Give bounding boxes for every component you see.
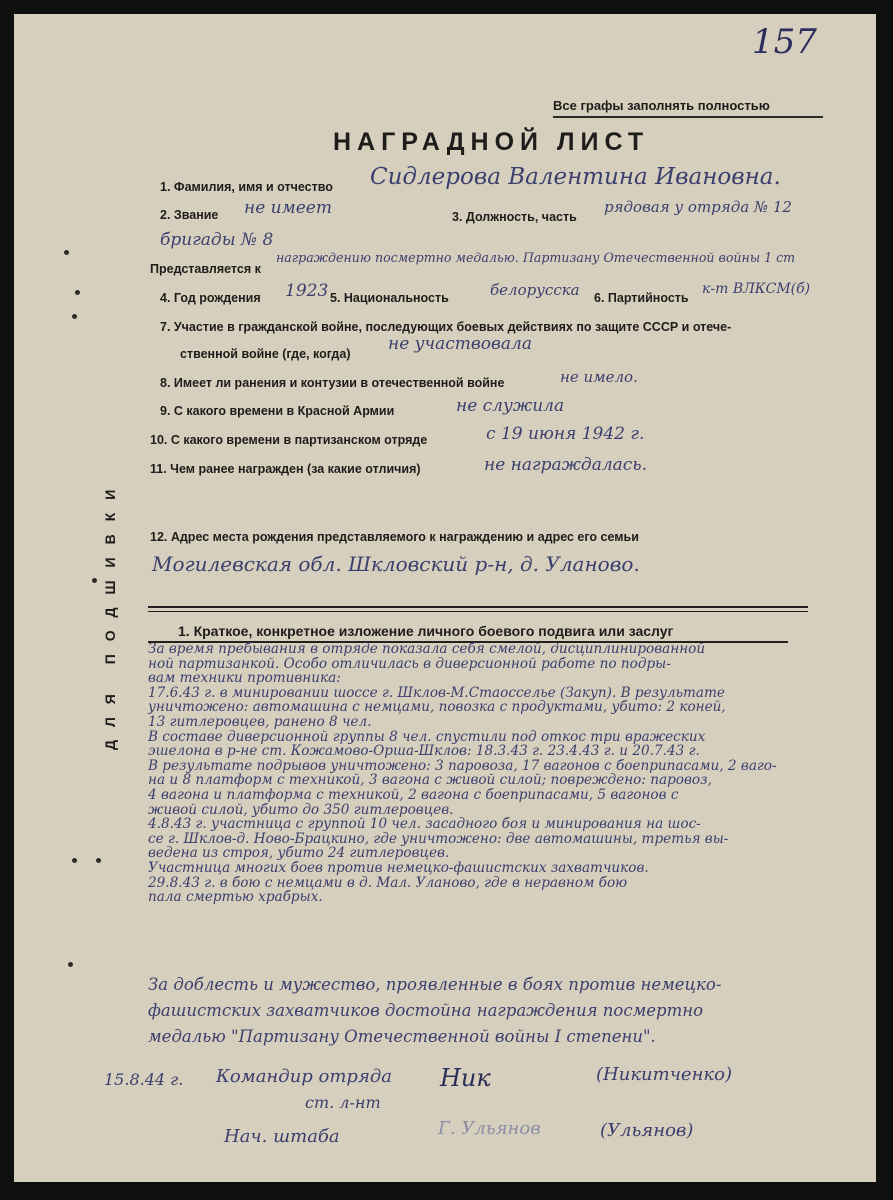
field-11-value: не награждалась.	[484, 455, 647, 475]
narrative-line: 13 гитлеровцев, ранено 8 чел.	[148, 714, 372, 730]
chief-of-staff-signature: Г. Ульянов	[438, 1118, 541, 1139]
field-3-value-cont: бригады № 8	[160, 230, 274, 250]
section-title: 1. Краткое, конкретное изложение личного боевого подвига или заслуг	[178, 623, 674, 639]
field-2-label: 2. Звание	[160, 208, 219, 222]
binding-hole	[64, 250, 69, 255]
narrative-line: 29.8.43 г. в бою с немцами в д. Мал. Уланово, где в неравном бою	[148, 875, 628, 891]
commander-name: (Никитченко)	[596, 1064, 733, 1085]
conclusion-block	[148, 972, 860, 1050]
binding-hole	[75, 290, 80, 295]
narrative-line: Участница многих боев против немецко-фашистских захватчиков.	[148, 860, 649, 876]
document-title: НАГРАДНОЙ ЛИСТ	[333, 128, 650, 156]
conclusion-line: За доблесть и мужество, проявленные в боях против немецко-	[148, 975, 722, 994]
field-10-value: с 19 июня 1942 г.	[486, 424, 645, 444]
fill-instruction: Все графы заполнять полностью	[553, 98, 770, 113]
conclusion-line: медалью "Партизану Отечественной войны I степени".	[148, 1027, 656, 1046]
field-4-value: 1923	[285, 281, 329, 301]
field-9-label: 9. С какого времени в Красной Армии	[160, 404, 395, 418]
narrative-line: вам техники противника:	[148, 671, 341, 686]
binding-hole	[68, 962, 73, 967]
section-divider	[148, 606, 808, 608]
chief-of-staff-title: Нач. штаба	[224, 1126, 340, 1147]
section-divider	[148, 611, 808, 612]
narrative-line: 4.8.43 г. участница с группой 10 чел. засадного боя и минирования на шос-	[148, 817, 701, 832]
commander-rank: ст. л-нт	[305, 1093, 381, 1112]
narrative-line: ведена из строя, убито 24 гитлеровцев.	[148, 846, 450, 861]
commander-title: Командир отряда	[216, 1066, 393, 1087]
narrative-line: В результате подрывов уничтожено: 3 паровоза, 17 вагонов с боеприпасами, 2 ваго-	[148, 758, 777, 774]
narrative-line: 4 вагона и платформа с техникой, 2 вагона с боеприпасами, 5 вагонов с	[148, 787, 679, 803]
field-3-label: 3. Должность, часть	[452, 210, 577, 224]
field-8-label: 8. Имеет ли ранения и контузии в отечественной войне	[160, 376, 505, 390]
narrative-line: За время пребывания в отряде показала себя смелой, дисциплинированной	[148, 642, 706, 657]
signature-date: 15.8.44 г.	[104, 1070, 184, 1089]
field-2-value: не имеет	[244, 198, 332, 218]
field-4-label: 4. Год рождения	[160, 291, 261, 305]
narrative-line: ной партизанкой. Особо отличилась в диверсионной работе по подры-	[148, 656, 671, 672]
field-6-value: к-т ВЛКСМ(б)	[702, 281, 811, 297]
narrative-line: на и 8 платформ с техникой, 3 вагона с живой силой; повреждено: паровоз,	[148, 773, 712, 788]
field-8-value: не имело.	[560, 368, 638, 386]
field-6-label: 6. Партийность	[594, 291, 689, 305]
field-5-value: белорусска	[490, 281, 580, 299]
field-5-label: 5. Национальность	[330, 291, 449, 305]
field-11-label: 11. Чем ранее награжден (за какие отличия)	[150, 462, 421, 476]
narrative-block	[148, 642, 860, 905]
page-number: 157	[752, 22, 817, 62]
field-7-label-line1: 7. Участие в гражданской войне, последующих боевых действиях по защите СССР и отече-	[160, 320, 732, 334]
narrative-line: пала смертью храбрых.	[148, 890, 323, 905]
field-12-value: Могилевская обл. Шкловский р-н, д. Уланово.	[152, 552, 640, 576]
presented-value: награждению посмертно медалью. Партизану Отечественной войны 1 ст	[276, 250, 796, 265]
binding-hole	[72, 858, 77, 863]
binding-hole	[92, 578, 97, 583]
narrative-line: уничтожено: автомашина с немцами, повозка с продуктами, убито: 2 коней,	[148, 700, 726, 715]
field-7-value: не участвовала	[388, 334, 532, 354]
field-7-label-line2: ственной войне (где, когда)	[180, 347, 351, 361]
field-3-value: рядовая у отряда № 12	[604, 198, 792, 216]
field-10-label: 10. С какого времени в партизанском отряде	[150, 433, 428, 447]
narrative-line: се г. Шклов-д. Ново-Брацкино, где уничтожено: две автомашины, третья вы-	[148, 831, 729, 847]
narrative-line: 17.6.43 г. в минировании шоссе г. Шклов-М.Стаосселье (Закуп). В результате	[148, 685, 725, 701]
narrative-line: эшелона в р-не ст. Кожамово-Орша-Шклов: 18.3.43 г. 23.4.43 г. и 20.7.43 г.	[148, 744, 700, 759]
binding-hole	[96, 858, 101, 863]
divider	[553, 116, 823, 118]
binding-hole	[72, 314, 77, 319]
field-1-label: 1. Фамилия, имя и отчество	[160, 180, 333, 194]
field-1-value: Сидлерова Валентина Ивановна.	[370, 164, 781, 190]
narrative-line: живой силой, убито до 350 гитлеровцев.	[148, 802, 454, 818]
conclusion-line: фашистских захватчиков достойна награждения посмертно	[148, 1001, 704, 1020]
narrative-line: В составе диверсионной группы 8 чел. спустили под откос три вражеских	[148, 729, 706, 745]
presented-label: Представляется к	[150, 262, 261, 276]
chief-of-staff-name: (Ульянов)	[600, 1120, 694, 1141]
field-9-value: не служила	[456, 396, 565, 416]
commander-signature: Ник	[440, 1064, 491, 1092]
field-12-label: 12. Адрес места рождения представляемого к награждению и адрес его семьи	[150, 530, 639, 544]
side-label: ДЛЯ ПОДШИВКИ	[102, 476, 118, 750]
